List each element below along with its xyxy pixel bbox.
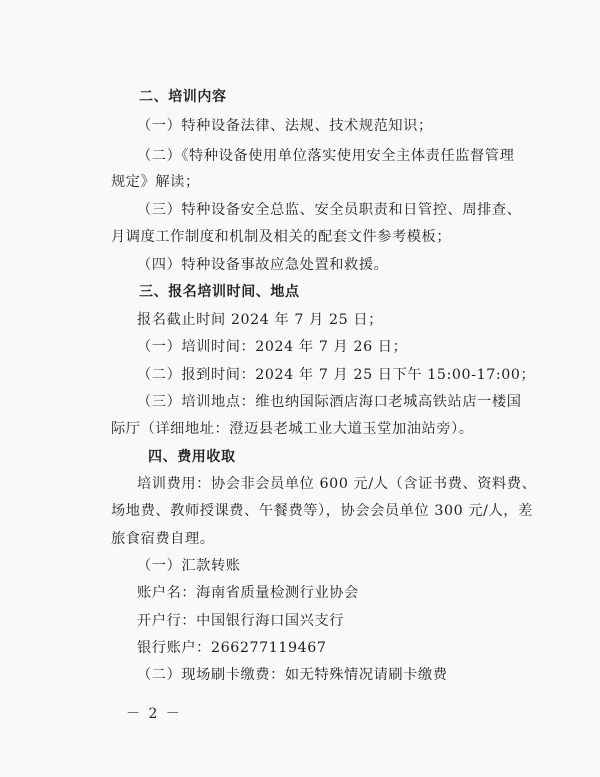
transfer-heading: （一）汇款转账 <box>137 558 241 574</box>
section-3-item-1: （一）培训时间：2024 年 7 月 26 日； <box>137 339 408 355</box>
section-3-heading: 三、报名培训时间、地点 <box>139 284 300 300</box>
page-number: － 2 － <box>126 706 182 722</box>
section-3-item-3-line-1: （三）培训地点：维也纳国际酒店海口老城高铁站店一楼国 <box>137 394 522 410</box>
section-2-item-3-line-2: 月调度工作制度和机制及相关的配套文件参考模板； <box>111 229 452 245</box>
account-name: 账户名：海南省质量检测行业协会 <box>137 585 359 601</box>
section-2-heading: 二、培训内容 <box>139 89 227 105</box>
fee-line-3: 旅食宿费自理。 <box>111 531 215 547</box>
card-payment: （二）现场刷卡缴费：如无特殊情况请刷卡缴费 <box>137 667 448 683</box>
section-4-heading: 四、费用收取 <box>148 449 236 465</box>
section-2-item-4: （四）特种设备事故应急处置和救援。 <box>137 257 389 273</box>
section-2-item-1: （一）特种设备法律、法规、技术规范知识； <box>137 118 433 134</box>
section-2-item-3-line-1: （三）特种设备安全总监、安全员职责和日管控、周排查、 <box>137 202 522 218</box>
fee-line-1: 培训费用：协会非会员单位 600 元/人（含证书费、资料费、 <box>137 476 537 492</box>
section-2-item-2-line-1: （二）《特种设备使用单位落实使用安全主体责任监督管理 <box>137 148 515 164</box>
section-3-item-2: （二）报到时间：2024 年 7 月 25 日下午 15:00-17:00； <box>137 367 536 383</box>
registration-deadline: 报名截止时间 2024 年 7 月 25 日； <box>137 312 383 328</box>
section-3-item-3-line-2: 际厅（详细地址：澄迈县老城工业大道玉堂加油站旁）。 <box>111 421 474 437</box>
account-number: 银行账户：266277119467 <box>137 640 327 656</box>
fee-line-2: 场地费、教师授课费、午餐费等），协会会员单位 300 元/人，差 <box>111 503 533 519</box>
bank-name: 开户行：中国银行海口国兴支行 <box>137 613 345 629</box>
section-2-item-2-line-2: 规定》解读； <box>111 174 200 190</box>
